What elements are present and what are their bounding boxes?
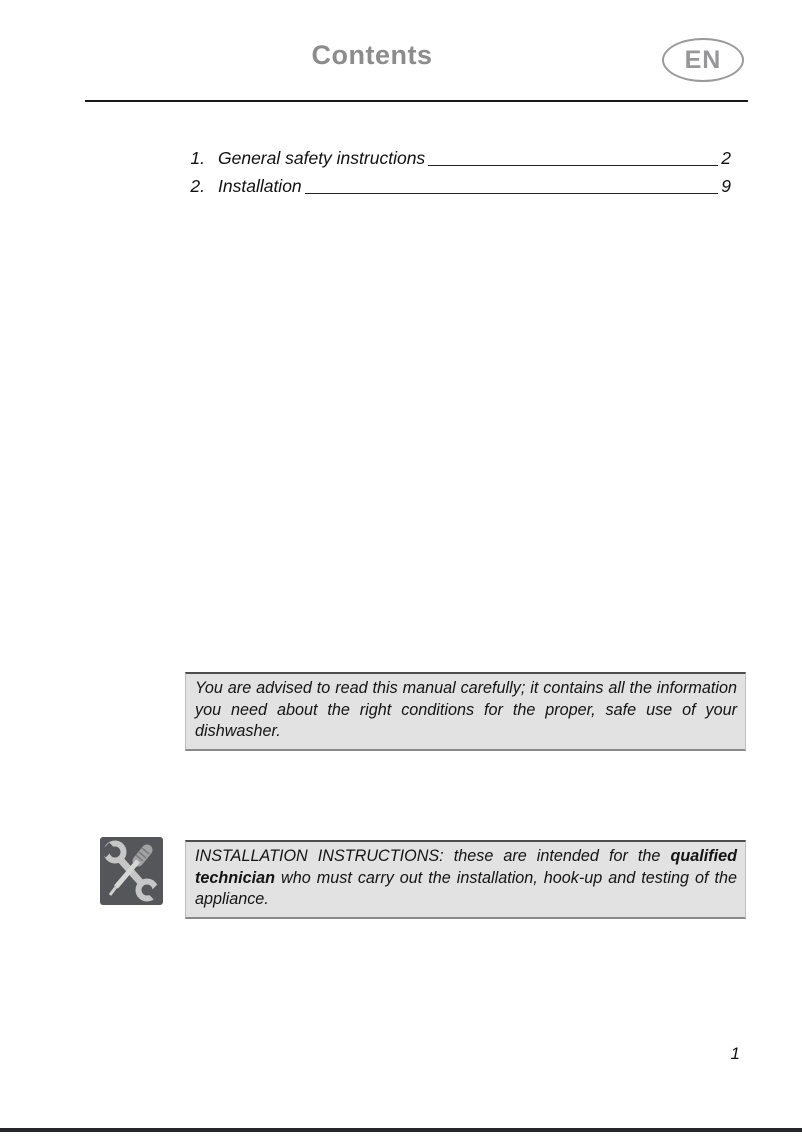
- language-badge-label: EN: [684, 45, 722, 74]
- footer-divider: [0, 1128, 802, 1132]
- language-badge: [662, 38, 744, 82]
- toc-entry-number: 2.: [190, 176, 205, 196]
- installation-note-text-after: who must carry out the installation, hook-up and testing of the appliance.: [195, 868, 737, 908]
- toc-entry-label: General safety instructions: [218, 148, 426, 168]
- advisory-note-box: [185, 672, 746, 751]
- toc-entry-number: 1.: [190, 148, 205, 168]
- installation-note-text-before: INSTALLATION INSTRUCTIONS: these are intended for the: [195, 847, 671, 865]
- page-title: Contents: [311, 40, 433, 70]
- toc-entry-general-safety: [183, 147, 731, 169]
- header-divider: [85, 100, 748, 102]
- page-header: [0, 40, 744, 71]
- toc-entry-page: 9: [721, 176, 731, 196]
- wrench-and-screwdriver-icon: [100, 837, 163, 905]
- table-of-contents: [183, 147, 731, 203]
- toc-leader-line: [428, 165, 718, 166]
- toc-entry-installation: [183, 175, 731, 197]
- toc-entry-label: Installation: [218, 176, 302, 196]
- installation-note-box: [185, 840, 746, 919]
- advisory-note-text: You are advised to read this manual carefully; it contains all the information you need about the right conditions for the proper, safe use of your dishwasher.: [195, 679, 737, 740]
- toc-entry-page: 2: [721, 148, 731, 168]
- page-number: 1: [730, 1044, 740, 1063]
- toc-leader-line: [305, 193, 719, 194]
- installation-note-text-bold: qualified technician: [195, 847, 737, 887]
